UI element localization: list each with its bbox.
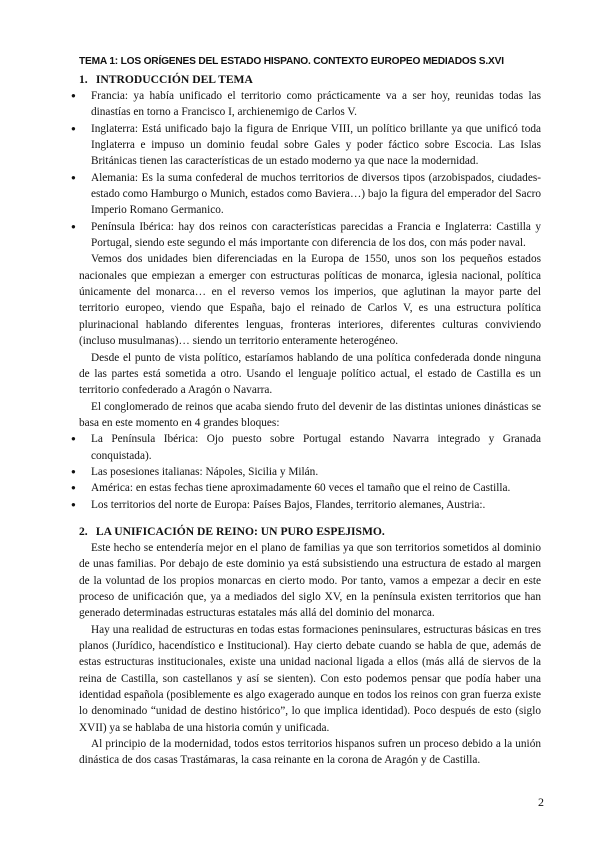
- list-item: ● La Península Ibérica: Ojo puesto sobre Portugal estando Navarra integrado y Granada conquistada).: [79, 431, 541, 464]
- blocks-list: [79, 431, 541, 513]
- section-1-heading: [79, 73, 541, 86]
- section-1-title: INTRODUCCIÓN DEL TEMA: [95, 73, 253, 86]
- list-item: ● Península Ibérica: hay dos reinos con características parecidas a Francia e Inglaterra: Castilla y Portugal, siendo este segundo el más importante con diferencia de los dos, con más poder naval.: [79, 219, 541, 252]
- page-number: 2: [538, 795, 544, 809]
- paragraph: Hay una realidad de estructuras en todas estas formaciones peninsulares, estructuras básicas en tres planos (Jurídico, hacendístico e Institucional). Hay cierto debate cuando se habla de que, además de estas estructuras institucionales, existe una unidad nacional ligada a ellos (más allá de siervos de la reina de Castilla, son castellanos y así se sienten). Con esto podemos pensar que podía haber una identidad española (posiblemente es algo exagerado aunque en todos los reinos con gran fuerza existe lo denominado “unidad de destino histórico”, lo que implica identidad). Poco después de esto (siglo XVII) ya se hablaba de una historia común y unificada.: [79, 623, 541, 734]
- list-item: ● Alemania: Es la suma confederal de muchos territorios de diversos tipos (arzobispados, ciudades-estado como Hamburgo o Munich, estados como Baviera…) bajo la figura del emperador del Sacro Imperio Romano Germanico.: [79, 170, 541, 219]
- section-2-number: 2.: [79, 524, 88, 538]
- list-item: ● Las posesiones italianas: Nápoles, Sicilia y Milán.: [79, 464, 541, 480]
- list-item: ● Inglaterra: Está unificado bajo la figura de Enrique VIII, un político brillante ya que unificó toda Inglaterra e impuso un dominio feudal sobre Gales y poder fáctico sobre Escocia. Las Islas Británicas tienen las características de un estado moderno ya que nace la modernidad.: [79, 121, 541, 170]
- paragraph: Este hecho se entendería mejor en el plano de familias ya que son territorios sometidos al dominio de unas familias. Por debajo de este dominio ya está subsistiendo una estructura de estado al margen de la voluntad de los propios monarcas en cierto modo. Por tanto, vamos a empezar a decir en este proceso de unificación que, ya a mediados del siglo XV, en la península existen territorios que han generado determinadas estructuras estatales más allá del dominio del monarca.: [79, 541, 541, 620]
- paragraph: Vemos dos unidades bien diferenciadas en la Europa de 1550, unos son los pequeños estados nacionales que empiezan a emerger con estructuras políticas de monarca, iglesia nacional, política únicamente del monarca… en el reverso vemos los imperios, que aglutinan la mayor parte del territorio europeo, viendo que España, bajo el reinado de Carlos V, es una estructura política plurinacional hablando diferentes lenguas, fronteras interiores, diferentes culturas conviviendo (incluso musulmanas)… siendo un territorio enteramente heterogéneo.: [79, 253, 541, 348]
- countries-list: [79, 88, 541, 251]
- list-item: ● América: en estas fechas tiene aproximadamente 60 veces el tamaño que el reino de Castilla.: [79, 480, 541, 496]
- document-page: [79, 56, 541, 769]
- section-2-title: LA UNIFICACIÓN DE REINO: UN PURO ESPEJISMO.: [95, 524, 385, 538]
- document-title: TEMA 1: LOS ORÍGENES DEL ESTADO HISPANO. CONTEXTO EUROPEO MEDIADOS S.XVI: [79, 56, 504, 67]
- list-item: ● Francia: ya había unificado el territorio como prácticamente va a ser hoy, reunidas todas las dinastías en torno a Francisco I, archienemigo de Carlos V.: [79, 88, 541, 121]
- paragraph: Desde el punto de vista político, estaríamos hablando de una política confederada donde ninguna de las partes está sometida a otro. Usando el lenguaje político actual, el estado de Castilla es un territorio confederado a Aragón o Navarra.: [79, 351, 541, 397]
- list-item: ● Los territorios del norte de Europa: Países Bajos, Flandes, territorio alemanes, Austria:.: [79, 497, 541, 513]
- section-1-number: 1.: [79, 73, 88, 86]
- paragraph: Al principio de la modernidad, todos estos territorios hispanos sufren un proceso debido a la unión dinástica de dos casas Trastámaras, la casa reinante en la corona de Aragón y de Castilla.: [79, 738, 541, 767]
- section-2-heading: [79, 525, 541, 538]
- paragraph: El conglomerado de reinos que acaba siendo fruto del devenir de las distintas uniones dinásticas se basa en este momento en 4 grandes bloques:: [79, 400, 541, 429]
